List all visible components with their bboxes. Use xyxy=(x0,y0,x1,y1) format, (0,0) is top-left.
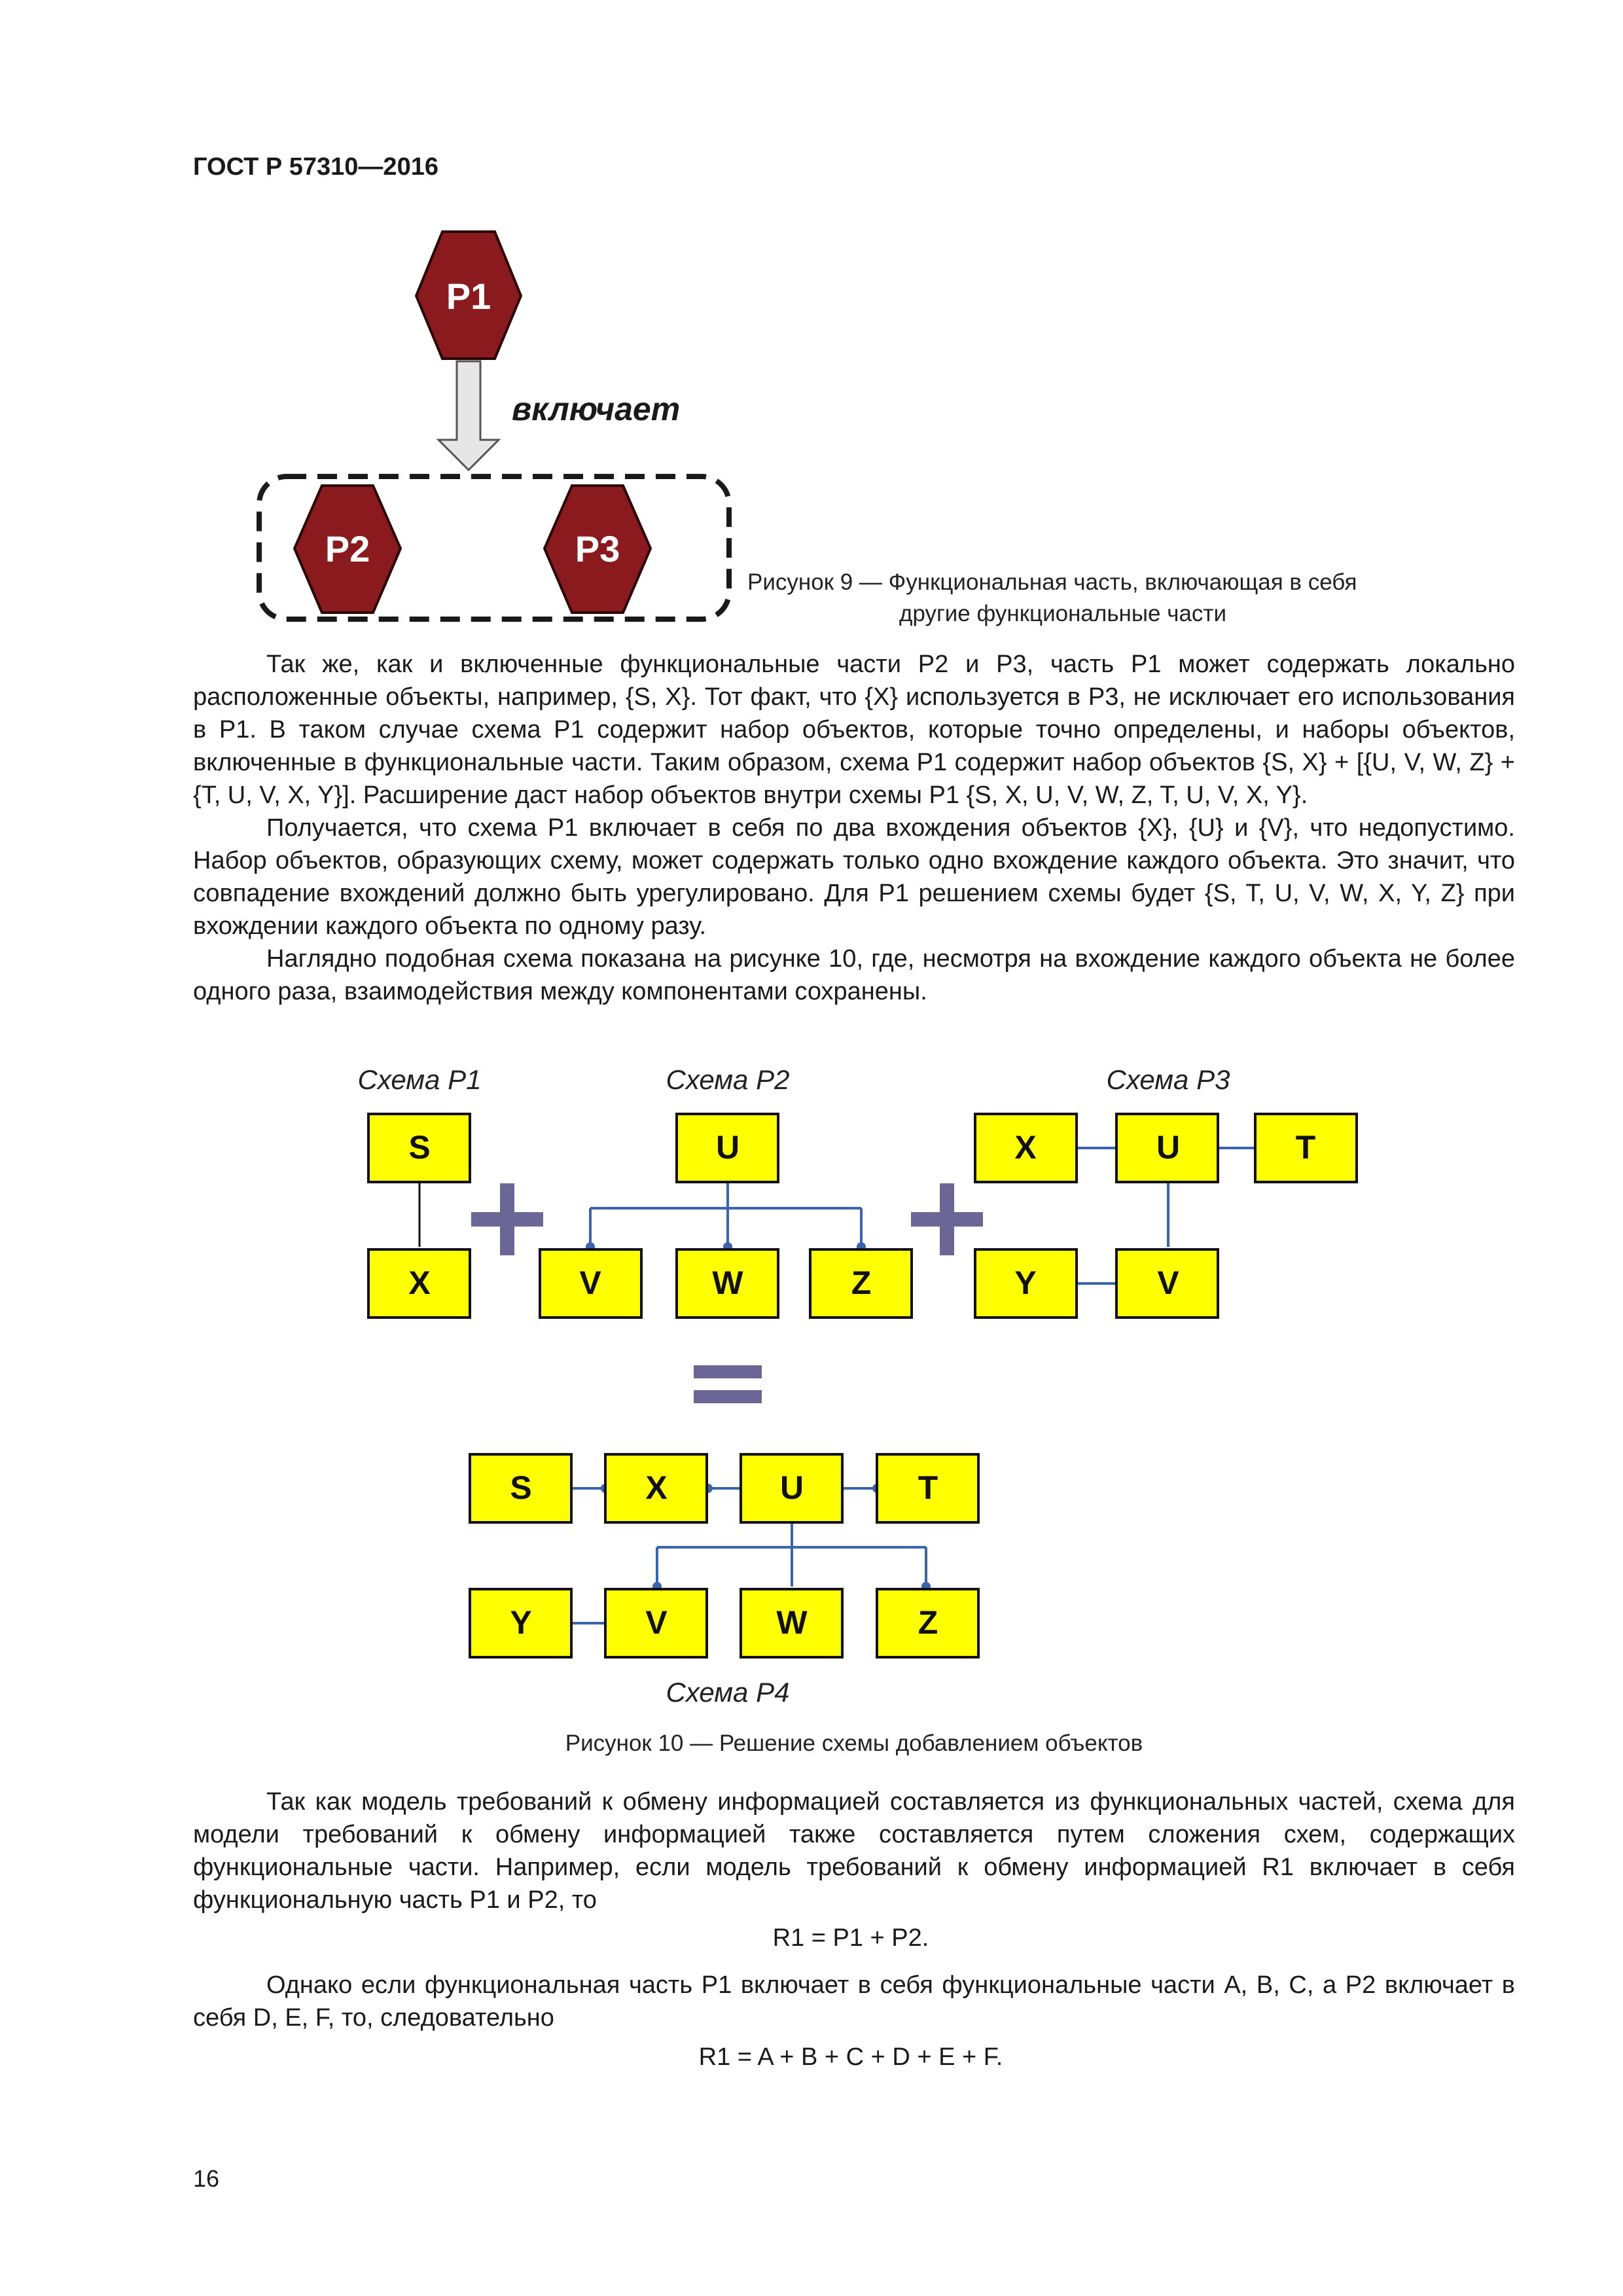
hexagon-p3-label: P3 xyxy=(575,528,620,569)
svg-text:T: T xyxy=(918,1469,938,1506)
figure-9-caption-line-1: Рисунок 9 — Функциональная часть, включающая в себя xyxy=(747,569,1357,595)
p3-box-y xyxy=(975,1249,1077,1318)
hexagon-p1-label: P1 xyxy=(446,276,491,317)
p2-box-z xyxy=(810,1249,912,1318)
formula-1: R1 = P1 + P2. xyxy=(772,1924,929,1952)
hexagon-p2-label: P2 xyxy=(325,528,370,569)
formula-2: R1 = A + B + C + D + E + F. xyxy=(698,2043,1003,2071)
svg-text:U: U xyxy=(1156,1129,1181,1166)
p3-box-u xyxy=(1116,1114,1218,1182)
svg-text:X: X xyxy=(645,1469,668,1506)
svg-text:S: S xyxy=(510,1469,532,1506)
p4-box-x xyxy=(605,1454,707,1522)
svg-text:W: W xyxy=(712,1265,743,1301)
p1-box-x xyxy=(368,1249,470,1318)
svg-text:V: V xyxy=(579,1265,601,1301)
p4-box-v xyxy=(605,1589,707,1657)
scheme-p4-label: Схема P4 xyxy=(666,1677,790,1708)
p3-box-v xyxy=(1116,1249,1218,1318)
includes-arrow xyxy=(438,361,499,470)
svg-text:Z: Z xyxy=(918,1604,938,1641)
p3-box-x xyxy=(975,1114,1077,1182)
scheme-p3-label: Схема P3 xyxy=(1106,1064,1230,1095)
body-text-block-2 xyxy=(193,1785,1515,1916)
p2-links xyxy=(590,1182,861,1247)
p2-box-w xyxy=(677,1249,778,1318)
svg-text:U: U xyxy=(779,1469,804,1506)
figure-9-caption-line-2: другие функциональные части xyxy=(899,601,1227,626)
p4-box-t xyxy=(877,1454,978,1522)
body-text-block-3 xyxy=(193,1969,1515,2034)
p1-box-s xyxy=(368,1114,470,1182)
equals-sign xyxy=(694,1365,762,1403)
page-number: 16 xyxy=(193,2165,220,2192)
svg-text:V: V xyxy=(1157,1265,1179,1301)
p2-box-v xyxy=(540,1249,641,1318)
p2-box-u xyxy=(677,1114,778,1182)
scheme-p1-label: Схема P1 xyxy=(357,1064,482,1095)
svg-text:X: X xyxy=(408,1265,431,1301)
scheme-p2-label: Схема P2 xyxy=(666,1064,790,1095)
p4-box-y xyxy=(470,1589,571,1657)
paragraph-5: Однако если функциональная часть P1 включает в себя функциональные части A, B, C, а P2 включает в себя D, E, F, то, следовательно xyxy=(193,1971,1515,2032)
p4-box-w xyxy=(741,1589,842,1657)
paragraph-2: Получается, что схема P1 включает в себя по два вхождения объектов {X}, {U} и {V}, что недопустимо. Набор объектов, образующих схему, может содержать только одно вхождение каждого объекта. Это значит, что совпадение вхождений должно быть урегулировано. Для P1 решением схемы будет {S, T, U, V, W, X, Y, Z} при вхождении каждого объекта по одному разу. xyxy=(193,814,1516,940)
paragraph-3: Наглядно подобная схема показана на рисунке 10, где, несмотря на вхождение каждого объекта не более одного раза, взаимодействия между компонентами сохранены. xyxy=(193,945,1515,1005)
paragraph-1: Так же, как и включенные функциональные части P2 и P3, часть P1 может содержать локально расположенные объекты, например, {S, X}. Тот факт, что {X} используется в P3, не исключает его использования в P1. В таком случае схема P1 содержит набор объектов, которые точно определены, и наборы объектов, включенные в функциональные части. Таким образом, схема P1 содержит набор объектов {S, X} + [{U, V, W, Z} + {T, U, V, X, Y}]. Расширение даст набор объектов внутри схемы P1 {S, X, U, V, W, Z, T, U, V, X, Y}. xyxy=(193,651,1515,809)
svg-text:Y: Y xyxy=(510,1604,532,1641)
svg-text:W: W xyxy=(776,1604,808,1641)
p4-box-u xyxy=(741,1454,842,1522)
plus-sign-1 xyxy=(471,1183,543,1255)
paragraph-4: Так как модель требований к обмену информацией составляется из функциональных частей, схема для модели требований к обмену информацией также составляется путем сложения схем, содержащих функциональные части. Например, если модель требований к обмену информацией R1 включает в себя функциональную часть P1 и P2, то xyxy=(193,1788,1515,1914)
figure-10-caption: Рисунок 10 — Решение схемы добавлением объектов xyxy=(565,1731,1143,1756)
document-header: ГОСТ Р 57310—2016 xyxy=(193,153,438,181)
figure-10-diagram xyxy=(0,1047,1623,1767)
p4-box-s xyxy=(470,1454,571,1522)
svg-text:Y: Y xyxy=(1014,1265,1037,1301)
svg-text:Z: Z xyxy=(851,1265,872,1301)
svg-text:X: X xyxy=(1014,1129,1037,1166)
p3-box-t xyxy=(1255,1114,1357,1182)
p4-box-z xyxy=(877,1589,978,1657)
plus-sign-2 xyxy=(911,1183,983,1255)
arrow-label: включает xyxy=(512,391,681,427)
figure-9-caption xyxy=(747,567,1467,630)
svg-text:T: T xyxy=(1295,1129,1316,1166)
body-text-block-1 xyxy=(193,648,1515,1008)
figure-9-diagram xyxy=(249,223,772,628)
svg-text:U: U xyxy=(715,1129,740,1166)
svg-text:S: S xyxy=(408,1129,431,1166)
svg-text:V: V xyxy=(645,1604,668,1641)
